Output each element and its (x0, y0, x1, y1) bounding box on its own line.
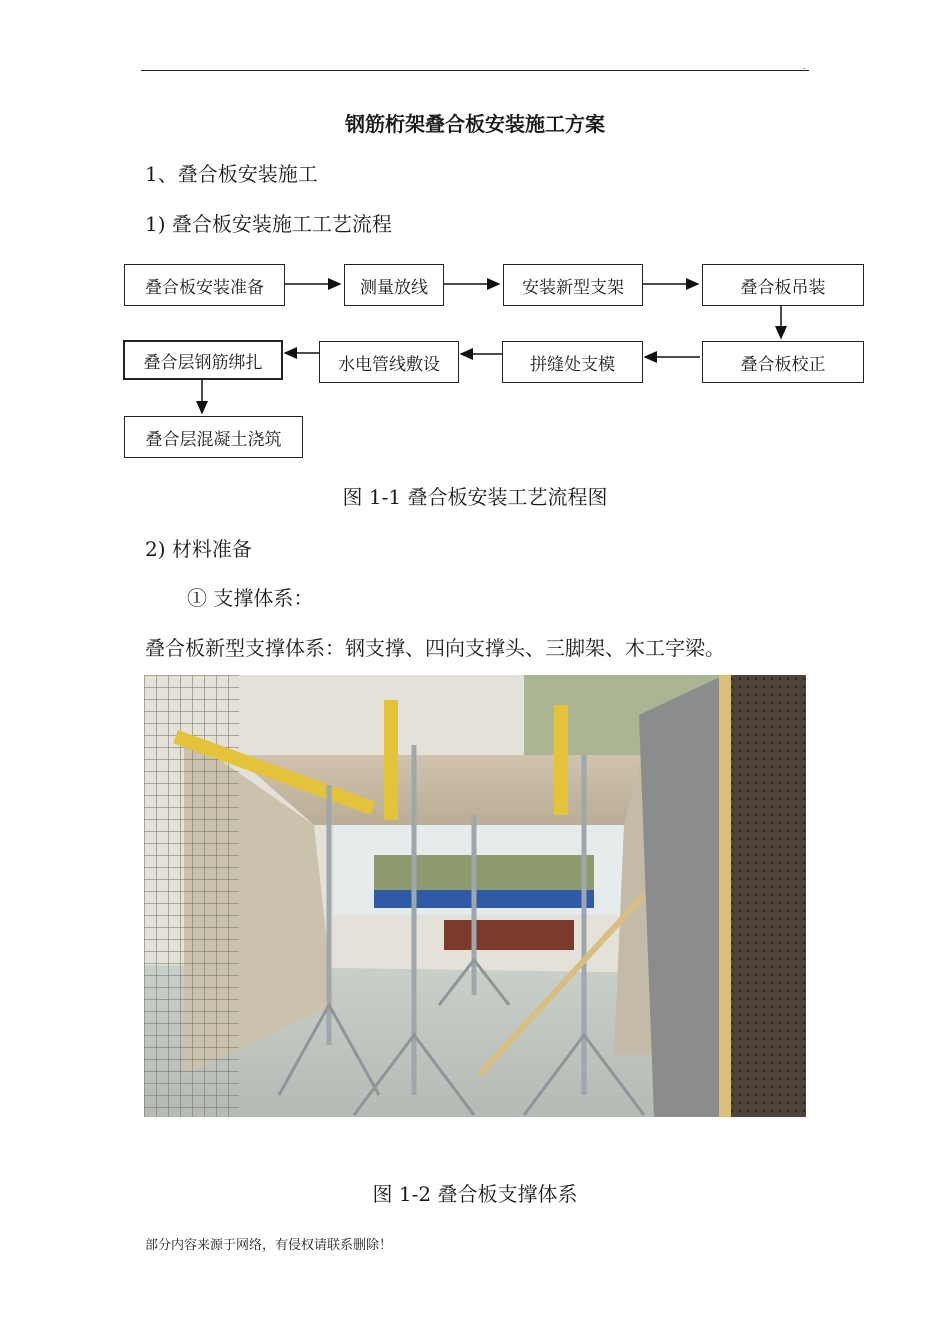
flow-step-rebar: 叠合层钢筋绑扎 (123, 340, 283, 380)
document-title: 钢筋桁架叠合板安装施工方案 (345, 112, 605, 136)
list-item-support-system: ① 支撑体系： (187, 586, 314, 610)
flow-step-pour: 叠合层混凝土浇筑 (124, 416, 303, 458)
support-system-photo (144, 675, 806, 1117)
flowchart-arrows (0, 0, 950, 470)
figure-1-caption: 图 1-1 叠合板安装工艺流程图 (342, 485, 608, 509)
header-mark: . (803, 62, 806, 71)
subsection-heading-1: 1) 叠合板安装施工工艺流程 (145, 212, 392, 236)
flow-step-correct: 叠合板校正 (702, 341, 864, 383)
flow-step-pipes: 水电管线敷设 (319, 341, 459, 383)
flow-step-measure: 测量放线 (344, 264, 444, 306)
subsection-heading-2: 2) 材料准备 (145, 537, 252, 561)
flow-step-hoist: 叠合板吊装 (702, 264, 864, 306)
footer-disclaimer: 部分内容来源于网络，有侵权请联系删除！ (145, 1238, 393, 1253)
figure-2-caption: 图 1-2 叠合板支撑体系 (372, 1182, 578, 1206)
flow-step-formwork: 拼缝处支模 (502, 341, 643, 383)
process-flowchart (0, 0, 950, 470)
section-heading-1: 1、叠合板安装施工 (145, 162, 318, 186)
support-system-text: 叠合板新型支撑体系：钢支撑、四向支撑头、三脚架、木工字梁。 (145, 636, 725, 660)
flow-step-prep: 叠合板安装准备 (124, 264, 285, 306)
flow-step-support: 安装新型支架 (503, 264, 643, 306)
